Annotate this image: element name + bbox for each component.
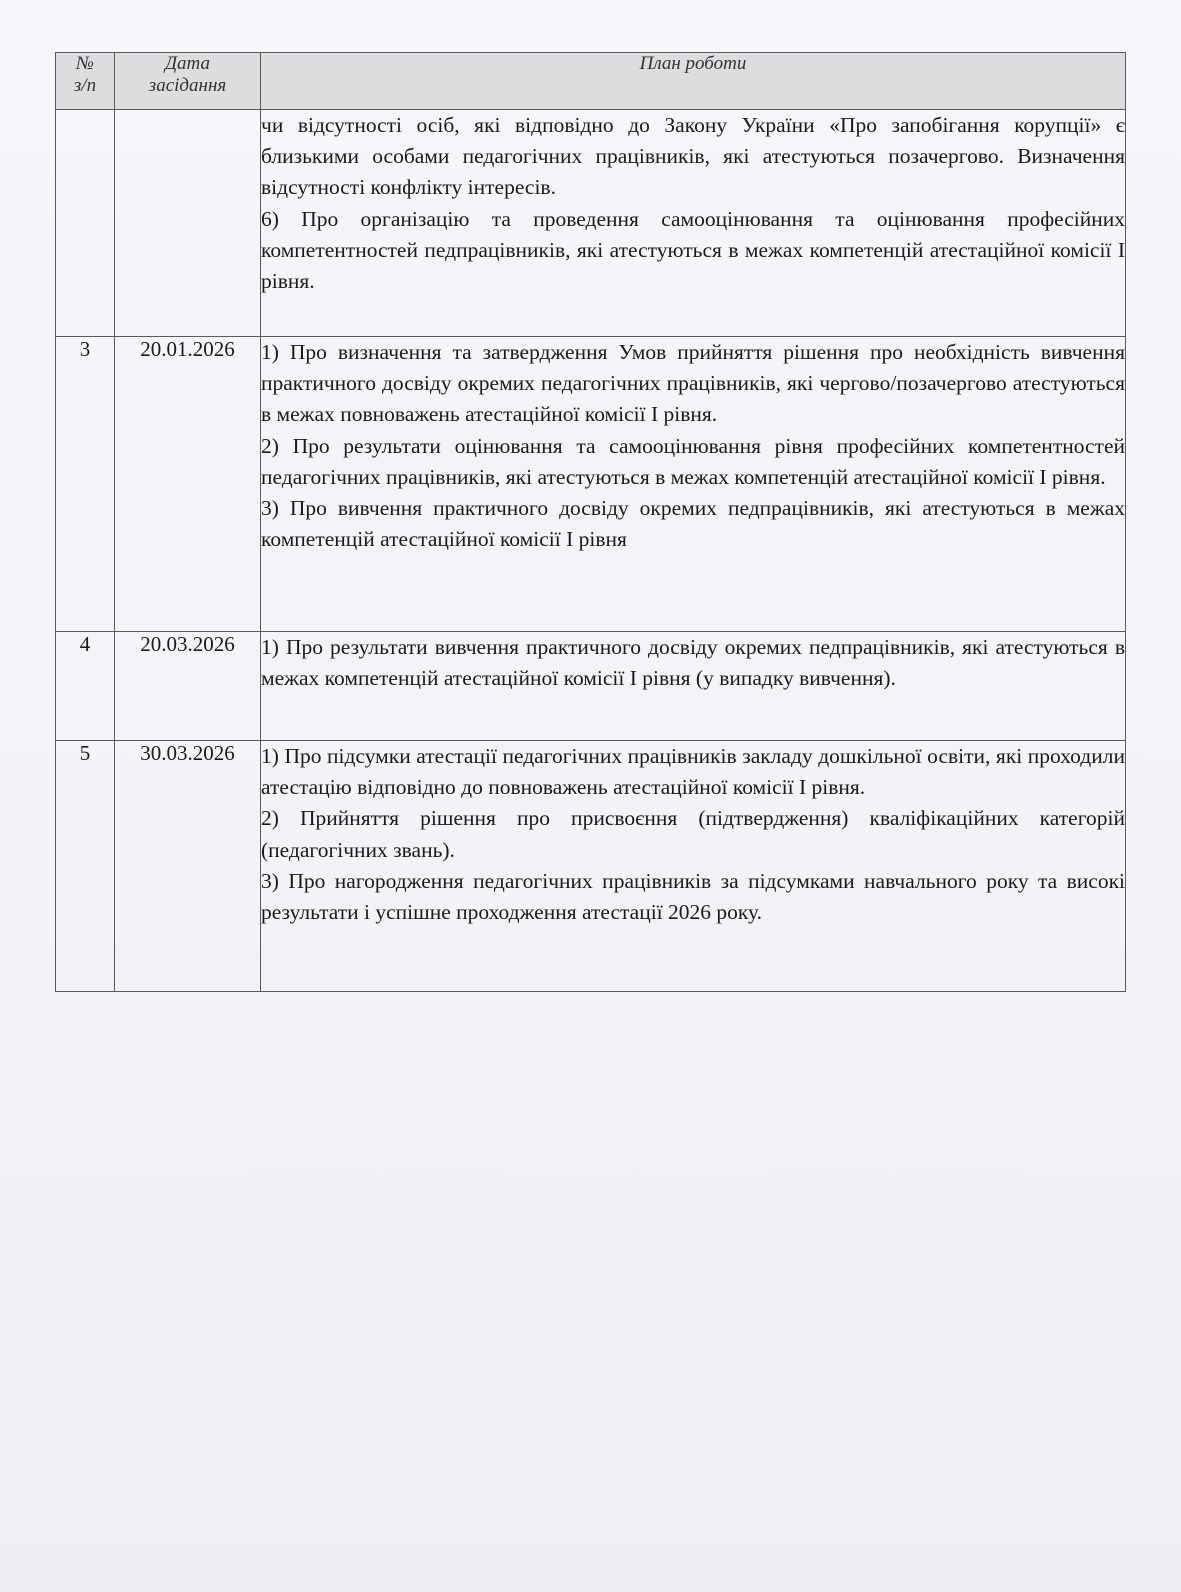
header-num [56,53,115,110]
header-date-line2: засідання [148,75,227,96]
table-row [56,337,1126,632]
header-plan: План роботи [261,53,1126,110]
table-header [56,53,1126,110]
row-date-cell [115,110,261,337]
plan-item: 3) Про нагородження педагогічних працівників за підсумками навчального року та високі результати і успішне проходження атестації 2026 року. [261,868,1125,925]
row-date-cell: 20.01.2026 [115,337,261,632]
row-date-cell: 20.03.2026 [115,632,261,741]
row-plan-cell [261,110,1126,337]
header-date [115,53,261,110]
row-num-cell: 5 [56,741,115,992]
plan-item: 1) Про підсумки атестації педагогічних працівників закладу дошкільної освіти, які проходили атестацію відповідно до повноважень атестаційної комісії І рівня. [261,744,1125,800]
plan-item: 2) Про результати оцінювання та самооцінювання рівня професійних компетентностей педагогічних працівників, які атестуються в межах компетенцій атестаційної комісії І рівня. [261,433,1125,489]
table-row [56,741,1126,992]
table-row [56,110,1126,337]
plan-item: 6) Про організацію та проведення самооцінювання та оцінювання професійних компетентностей педпрацівників, які атестуються в межах компетенцій атестаційної комісії І рівня. [261,206,1125,294]
row-plan-cell [261,741,1126,992]
header-date-line1: Дата [164,53,211,74]
row-num-cell: 4 [56,632,115,741]
work-plan-table [55,52,1126,992]
header-num-line2: з/п [73,75,97,96]
plan-item: 1) Про визначення та затвердження Умов прийняття рішення про необхідність вивчення практичного досвіду окремих педагогічних працівників, які черговo/позачергово атестуються в межах повноважень атестаційної комісії І рівня. [261,340,1125,427]
plan-item: 1) Про результати вивчення практичного досвіду окремих педпрацівників, які атестуються в межах компетенцій атестаційної комісії І рівня (у випадку вивчення). [261,635,1125,691]
header-row [56,53,1126,110]
row-num-cell: 3 [56,337,115,632]
plan-item: чи відсутності осіб, які відповідно до Закону України «Про запобігання корупції» є близькими особами педагогічних працівників, які атестуються позачергово. Визначення відсутності конфлікту інтересів. [261,113,1125,200]
plan-item: 3) Про вивчення практичного досвіду окремих педпрацівників, які атестуються в межах компетенцій атестаційної комісії І рівня [261,496,1125,552]
row-plan-cell [261,337,1126,632]
header-num-line1: № [76,53,94,74]
row-date-cell: 30.03.2026 [115,741,261,992]
row-num-cell [56,110,115,337]
table-body [56,110,1126,992]
row-plan-cell [261,632,1126,741]
table-row [56,632,1126,741]
plan-item: 2) Прийняття рішення про присвоєння (підтвердження) кваліфікаційних категорій (педагогічних звань). [261,806,1125,862]
